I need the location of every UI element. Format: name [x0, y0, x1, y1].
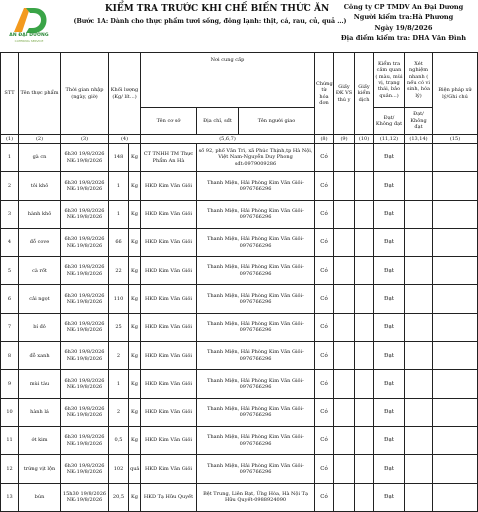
- col-number: (3): [61, 135, 109, 144]
- lab-cell: [405, 285, 433, 313]
- col-number: (15): [433, 135, 478, 144]
- quantity-cell: 22: [109, 257, 129, 285]
- time-cell: 6h30 19/8/2026 NK:19/8/2026: [61, 313, 109, 341]
- stt-cell: 12: [1, 455, 19, 483]
- time-cell: 6h30 19/8/2026 NK:19/8/2026: [61, 172, 109, 200]
- origin-cell: Có: [315, 257, 334, 285]
- address-cell: Thanh Miện, Hải Phòng Kim Văn Giỏi-0976766296: [197, 455, 315, 483]
- origin-cell: Có: [315, 144, 334, 172]
- action-cell: [433, 483, 478, 511]
- quantity-cell: 2: [109, 342, 129, 370]
- product-cell: cà rốt: [19, 257, 61, 285]
- header-address: Địa chỉ, sđt: [197, 108, 239, 135]
- col-number: (11,12): [374, 135, 405, 144]
- sensory-cell: Đạt: [374, 257, 405, 285]
- facility-cell: HKD Tạ Hữu Quyết: [141, 483, 197, 511]
- address-cell: Thanh Miện, Hải Phòng Kim Văn Giỏi-0976766296: [197, 228, 315, 256]
- header-vet: Giấy ĐK VS thú y: [334, 53, 355, 135]
- logo-tagline: CATERING SERVICE: [14, 39, 44, 43]
- vet-cell: [334, 257, 355, 285]
- header-weight: Khối lượng (Kg/ lít…): [109, 53, 141, 135]
- quantity-cell: 2: [109, 398, 129, 426]
- product-cell: trứng vịt lộn: [19, 455, 61, 483]
- quantity-cell: 1: [109, 172, 129, 200]
- facility-cell: HKD Kim Văn Giỏi: [141, 200, 197, 228]
- time-cell: 6h30 19/8/2026 NK:19/8/2026: [61, 342, 109, 370]
- sensory-cell: Đạt: [374, 370, 405, 398]
- col-number: (9): [334, 135, 355, 144]
- header-origin: Chứng từ hóa đơn: [315, 53, 334, 135]
- unit-cell: Kg: [129, 200, 141, 228]
- lab-cell: [405, 426, 433, 454]
- origin-cell: Có: [315, 426, 334, 454]
- test-cell: [355, 285, 374, 313]
- vet-cell: [334, 426, 355, 454]
- header-supplier: Nơi cung cấp: [141, 53, 315, 108]
- header-time: Thời gian nhập (ngày, giờ): [61, 53, 109, 135]
- product-cell: hành lá: [19, 398, 61, 426]
- action-cell: [433, 228, 478, 256]
- test-cell: [355, 228, 374, 256]
- origin-cell: Có: [315, 370, 334, 398]
- table-header: [1, 53, 478, 144]
- product-cell: tỏi khô: [19, 172, 61, 200]
- table-row: [1, 398, 478, 426]
- action-cell: [433, 370, 478, 398]
- vet-cell: [334, 483, 355, 511]
- stt-cell: 9: [1, 370, 19, 398]
- origin-cell: Có: [315, 172, 334, 200]
- facility-cell: HKD Kim Văn Giỏi: [141, 342, 197, 370]
- facility-cell: HKD Kim Văn Giỏi: [141, 228, 197, 256]
- test-cell: [355, 483, 374, 511]
- test-cell: [355, 200, 374, 228]
- quantity-cell: 66: [109, 228, 129, 256]
- product-cell: cải ngọt: [19, 285, 61, 313]
- sensory-cell: Đạt: [374, 398, 405, 426]
- vet-cell: [334, 172, 355, 200]
- action-cell: [433, 313, 478, 341]
- vet-cell: [334, 144, 355, 172]
- address-cell: Thanh Miện, Hải Phòng Kim Văn Giỏi-0976766296: [197, 370, 315, 398]
- origin-cell: Có: [315, 342, 334, 370]
- facility-cell: HKD Kim Văn Giỏi: [141, 398, 197, 426]
- sensory-cell: Đạt: [374, 483, 405, 511]
- lab-cell: [405, 313, 433, 341]
- address-cell: Thanh Miện, Hải Phòng Kim Văn Giỏi-0976766296: [197, 172, 315, 200]
- sensory-cell: Đạt: [374, 455, 405, 483]
- vet-cell: [334, 313, 355, 341]
- facility-cell: HKD Kim Văn Giỏi: [141, 313, 197, 341]
- test-cell: [355, 257, 374, 285]
- lab-cell: [405, 257, 433, 285]
- stt-cell: 2: [1, 172, 19, 200]
- sensory-cell: Đạt: [374, 313, 405, 341]
- table-row: [1, 228, 478, 256]
- header-lab-result: Đạt/ Không đạt: [405, 108, 433, 135]
- sensory-cell: Đạt: [374, 228, 405, 256]
- sensory-cell: Đạt: [374, 342, 405, 370]
- origin-cell: Có: [315, 455, 334, 483]
- company-info: [330, 2, 477, 43]
- vet-cell: [334, 455, 355, 483]
- company-name: Công ty CP TMDV An Đại Dương: [343, 3, 464, 11]
- table-body: [1, 144, 478, 512]
- table-row: [1, 172, 478, 200]
- table-row: [1, 144, 478, 172]
- facility-cell: HKD Kim Văn Giỏi: [141, 370, 197, 398]
- unit-cell: Kg: [129, 370, 141, 398]
- facility-cell: HKD Kim Văn Giỏi: [141, 455, 197, 483]
- action-cell: [433, 398, 478, 426]
- table-row: [1, 200, 478, 228]
- address-cell: số 92, phố Văn Trì, xã Phúc Thịnh,tp Hà Nội, Việt Nam-Nguyễn Duy Phong sđt:0979009286: [197, 144, 315, 172]
- quantity-cell: 102: [109, 455, 129, 483]
- header-test: Giấy kiểm dịch: [355, 53, 374, 135]
- product-cell: hành khô: [19, 200, 61, 228]
- unit-cell: Kg: [129, 483, 141, 511]
- test-cell: [355, 398, 374, 426]
- lab-cell: [405, 200, 433, 228]
- col-number: (10): [355, 135, 374, 144]
- quantity-cell: 20,5: [109, 483, 129, 511]
- time-cell: 6h30 19/8/2026 NK:19/8/2026: [61, 455, 109, 483]
- lab-cell: [405, 144, 433, 172]
- quantity-cell: 148: [109, 144, 129, 172]
- col-number: (5,6,7): [141, 135, 315, 144]
- inspection-date: Ngày 19/8/2026: [374, 23, 433, 32]
- test-cell: [355, 370, 374, 398]
- stt-cell: 13: [1, 483, 19, 511]
- test-cell: [355, 455, 374, 483]
- stt-cell: 1: [1, 144, 19, 172]
- sensory-cell: Đạt: [374, 426, 405, 454]
- table-row: [1, 342, 478, 370]
- product-cell: đỗ cove: [19, 228, 61, 256]
- table-row: [1, 285, 478, 313]
- lab-cell: [405, 483, 433, 511]
- table-row: [1, 257, 478, 285]
- facility-cell: HKD Kim Văn Giỏi: [141, 172, 197, 200]
- header-sensory: Kiểm tra cảm quan ( màu, mùi vị, trạng thái, bảo quản...): [374, 53, 405, 108]
- time-cell: 6h30 19/8/2026 NK:19/8/2026: [61, 257, 109, 285]
- header-action: Biện pháp xử lý/Ghi chú: [433, 53, 478, 135]
- stt-cell: 4: [1, 228, 19, 256]
- vet-cell: [334, 200, 355, 228]
- col-number: (4): [109, 135, 141, 144]
- vet-cell: [334, 342, 355, 370]
- header-lab: Xét nghiệm nhanh ( nếu có vi sinh, hóa lý): [405, 53, 433, 108]
- table-row: [1, 426, 478, 454]
- unit-cell: Kg: [129, 398, 141, 426]
- logo-name: AN ĐẠI DƯƠNG: [9, 33, 49, 38]
- facility-cell: HKD Kim Văn Giỏi: [141, 285, 197, 313]
- product-cell: bún: [19, 483, 61, 511]
- sensory-cell: Đạt: [374, 200, 405, 228]
- origin-cell: Có: [315, 200, 334, 228]
- product-cell: gà cn: [19, 144, 61, 172]
- facility-cell: HKD Kim Văn Giỏi: [141, 426, 197, 454]
- action-cell: [433, 144, 478, 172]
- origin-cell: Có: [315, 398, 334, 426]
- inspector-name: Người kiểm tra:Hà Phương: [353, 13, 454, 22]
- facility-cell: HKD Kim Văn Giỏi: [141, 257, 197, 285]
- test-cell: [355, 144, 374, 172]
- lab-cell: [405, 172, 433, 200]
- action-cell: [433, 257, 478, 285]
- quantity-cell: 0,5: [109, 426, 129, 454]
- col-number: (13,14): [405, 135, 433, 144]
- facility-cell: CT TNHH TM Thực Phẩm An Hà: [141, 144, 197, 172]
- address-cell: Thanh Miện, Hải Phòng Kim Văn Giỏi-0976766296: [197, 285, 315, 313]
- header-sensory-result: Đạt/ Không đạt: [374, 108, 405, 135]
- address-cell: Thanh Miện, Hải Phòng Kim Văn Giỏi-0976766296: [197, 313, 315, 341]
- unit-cell: Kg: [129, 144, 141, 172]
- table-row: [1, 483, 478, 511]
- stt-cell: 6: [1, 285, 19, 313]
- action-cell: [433, 426, 478, 454]
- unit-cell: Kg: [129, 257, 141, 285]
- test-cell: [355, 172, 374, 200]
- product-cell: bí đỏ: [19, 313, 61, 341]
- lab-cell: [405, 228, 433, 256]
- unit-cell: quả: [129, 455, 141, 483]
- product-cell: ớt kim: [19, 426, 61, 454]
- header-facility: Tên cơ sở: [141, 108, 197, 135]
- sensory-cell: Đạt: [374, 285, 405, 313]
- col-number: (2): [19, 135, 61, 144]
- document-header: [0, 0, 477, 50]
- vet-cell: [334, 370, 355, 398]
- time-cell: 6h30 19/8/2026 NK:19/8/2026: [61, 398, 109, 426]
- origin-cell: Có: [315, 228, 334, 256]
- origin-cell: Có: [315, 285, 334, 313]
- inspection-location: Địa điểm kiểm tra: DHA Văn Đình: [340, 33, 467, 42]
- unit-cell: Kg: [129, 426, 141, 454]
- time-cell: 6h30 19/8/2026 NK:19/8/2026: [61, 370, 109, 398]
- sensory-cell: Đạt: [374, 172, 405, 200]
- address-cell: Thanh Miện, Hải Phòng Kim Văn Giỏi-0976766296: [197, 342, 315, 370]
- address-cell: Bệt Trung, Liên Bạt, Ứng Hòa, Hà Nội Tạ Hữu Quyết-0988924090: [197, 483, 315, 511]
- product-cell: mùi tàu: [19, 370, 61, 398]
- test-cell: [355, 342, 374, 370]
- stt-cell: 5: [1, 257, 19, 285]
- test-cell: [355, 313, 374, 341]
- action-cell: [433, 172, 478, 200]
- action-cell: [433, 455, 478, 483]
- lab-cell: [405, 370, 433, 398]
- stt-cell: 10: [1, 398, 19, 426]
- stt-cell: 3: [1, 200, 19, 228]
- lab-cell: [405, 398, 433, 426]
- action-cell: [433, 200, 478, 228]
- unit-cell: Kg: [129, 342, 141, 370]
- address-cell: Thanh Miện, Hải Phòng Kim Văn Giỏi-0976766296: [197, 200, 315, 228]
- action-cell: [433, 342, 478, 370]
- header-deliverer: Tên người giao: [239, 108, 315, 135]
- time-cell: 6h30 19/8/2026 NK:19/8/2026: [61, 426, 109, 454]
- page-title: KIỂM TRA TRƯỚC KHI CHẾ BIẾN THỨC ĂN: [104, 4, 330, 14]
- unit-cell: Kg: [129, 313, 141, 341]
- vet-cell: [334, 228, 355, 256]
- quantity-cell: 1: [109, 370, 129, 398]
- lab-cell: [405, 342, 433, 370]
- product-cell: đỗ xanh: [19, 342, 61, 370]
- sensory-cell: Đạt: [374, 144, 405, 172]
- quantity-cell: 25: [109, 313, 129, 341]
- origin-cell: Có: [315, 313, 334, 341]
- table-row: [1, 455, 478, 483]
- test-cell: [355, 426, 374, 454]
- unit-cell: Kg: [129, 228, 141, 256]
- column-numbers: [1, 135, 478, 144]
- address-cell: Thanh Miện, Hải Phòng Kim Văn Giỏi-0976766296: [197, 257, 315, 285]
- inspection-table: [0, 52, 478, 512]
- col-number: (1): [1, 135, 19, 144]
- lab-cell: [405, 455, 433, 483]
- quantity-cell: 110: [109, 285, 129, 313]
- header-stt: STT: [1, 53, 19, 135]
- time-cell: 6h30 19/8/2026 NK:19/8/2026: [61, 144, 109, 172]
- address-cell: Thanh Miện, Hải Phòng Kim Văn Giỏi-0976766296: [197, 398, 315, 426]
- time-cell: 6h30 19/8/2026 NK:19/8/2026: [61, 200, 109, 228]
- page-subtitle: (Bước 1A: Dành cho thực phẩm tươi sống, đông lạnh: thịt, cá, rau, củ, quả …): [73, 18, 347, 25]
- col-number: (8): [315, 135, 334, 144]
- vet-cell: [334, 285, 355, 313]
- unit-cell: Kg: [129, 285, 141, 313]
- stt-cell: 8: [1, 342, 19, 370]
- time-cell: 6h30 19/8/2026 NK:19/8/2026: [61, 228, 109, 256]
- time-cell: 6h30 19/8/2026 NK:19/8/2026: [61, 285, 109, 313]
- quantity-cell: 1: [109, 200, 129, 228]
- origin-cell: Có: [315, 483, 334, 511]
- stt-cell: 7: [1, 313, 19, 341]
- header-product: Tên thực phẩm: [19, 53, 61, 135]
- unit-cell: Kg: [129, 172, 141, 200]
- table-row: [1, 370, 478, 398]
- action-cell: [433, 285, 478, 313]
- vet-cell: [334, 398, 355, 426]
- table-row: [1, 313, 478, 341]
- time-cell: 15h30 19/8/2026 NK:19/8/2026: [61, 483, 109, 511]
- address-cell: Thanh Miện, Hải Phòng Kim Văn Giỏi-0976766296: [197, 426, 315, 454]
- stt-cell: 11: [1, 426, 19, 454]
